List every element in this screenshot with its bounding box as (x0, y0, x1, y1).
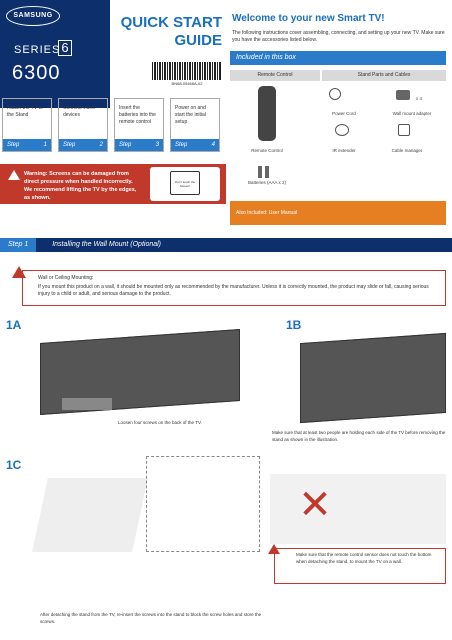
stand-col-header: Stand Parts and Cables (322, 70, 446, 81)
warning-icon (8, 170, 20, 180)
wrong-x-icon: ✕ (298, 483, 332, 527)
cable-manager-icon (398, 124, 410, 136)
lifting-illustration (150, 167, 220, 201)
screw-detail-inset (146, 456, 260, 552)
figure-1b-label: 1B (286, 318, 302, 332)
included-header: Included in this box (230, 51, 446, 65)
remote-label: Remote Control (251, 148, 283, 153)
stand-detach-illustration (32, 478, 148, 552)
battery-icon (258, 166, 262, 178)
battery-icon (265, 166, 269, 178)
power-cord-label: Power Cord (332, 111, 356, 116)
batteries-label: Batteries (AAA x 2) (247, 180, 286, 185)
tv-back-illustration-1b (300, 333, 446, 423)
figure-1a-label: 1A (6, 318, 22, 332)
model-number: 6300 (12, 62, 61, 84)
step-card-4: Power on and start the initial setup Step 4 (170, 98, 220, 152)
guide-title: QUICK START GUIDE (120, 14, 222, 49)
barcode (152, 62, 222, 80)
quantity-label: x 4 (415, 96, 422, 101)
stand-illustration (62, 398, 112, 410)
caption-1c: After detaching the stand from the TV, re-insert the screws into the stand to block the screw holes and store the screws. (40, 612, 262, 624)
wall-adapter-label: Wall mount adapter (392, 111, 432, 116)
caption-1b: Make sure that at least two people are holding each side of the TV before removing the stand as shown in the illustration. (272, 430, 446, 442)
figure-1c-label: 1C (6, 458, 22, 472)
step-card-2: Connect video devices Step 2 (58, 98, 108, 152)
series-label: SERIES (14, 44, 61, 56)
step-card-3: Insert the batteries into the remote control Step 3 (114, 98, 164, 152)
barcode-number: BN68-05468A-02 (171, 81, 203, 86)
also-included-bar: Also Included: User Manual (230, 201, 446, 225)
ir-extender-label: IR extender (332, 148, 356, 153)
caution-icon (12, 266, 26, 278)
cable-manager-label: Cable manager (391, 148, 423, 153)
ir-extender-icon (335, 124, 349, 136)
step1-header: Step 1 Installing the Wall Mount (Optional) (0, 238, 452, 252)
samsung-logo: SAMSUNG (6, 6, 60, 26)
caution-text: Wall or Ceiling Mounting: If you mount this product on a wall, it should be mounted only as recommended by the manufacturer. Unless it is correctly mounted, the product may slide or fall, causing serious injury to a child or adult, and serious damage to the product. (38, 275, 429, 297)
welcome-title: Welcome to your new Smart TV! (232, 13, 385, 24)
wall-adapter-icon (396, 90, 410, 100)
do-not-touch-label: Don't touch the Screen! (170, 171, 200, 195)
caption-1a: Loosen four screws on the back of the TV. (118, 420, 202, 425)
sensor-warning-text: Make sure that the remote control sensor does not touch the bottom when detaching the stand, to mount the TV on a wall. (296, 552, 432, 564)
remote-control-image (258, 86, 276, 141)
step-card-1: Attach the TV to the Stand Step 1 (2, 98, 52, 152)
intro-text: The following instructions cover assembling, connecting, and setting up your new TV. Make sure you have the accessories listed below. (232, 30, 445, 43)
series-number: 6 (58, 40, 72, 56)
power-cord-icon (329, 88, 341, 100)
warning-text: Warning: Screens can be damaged from direct pressure when handled incorrectly. We recommend lifting the TV by the edges, as shown. (24, 171, 137, 201)
remote-col-header: Remote Control (230, 70, 320, 81)
